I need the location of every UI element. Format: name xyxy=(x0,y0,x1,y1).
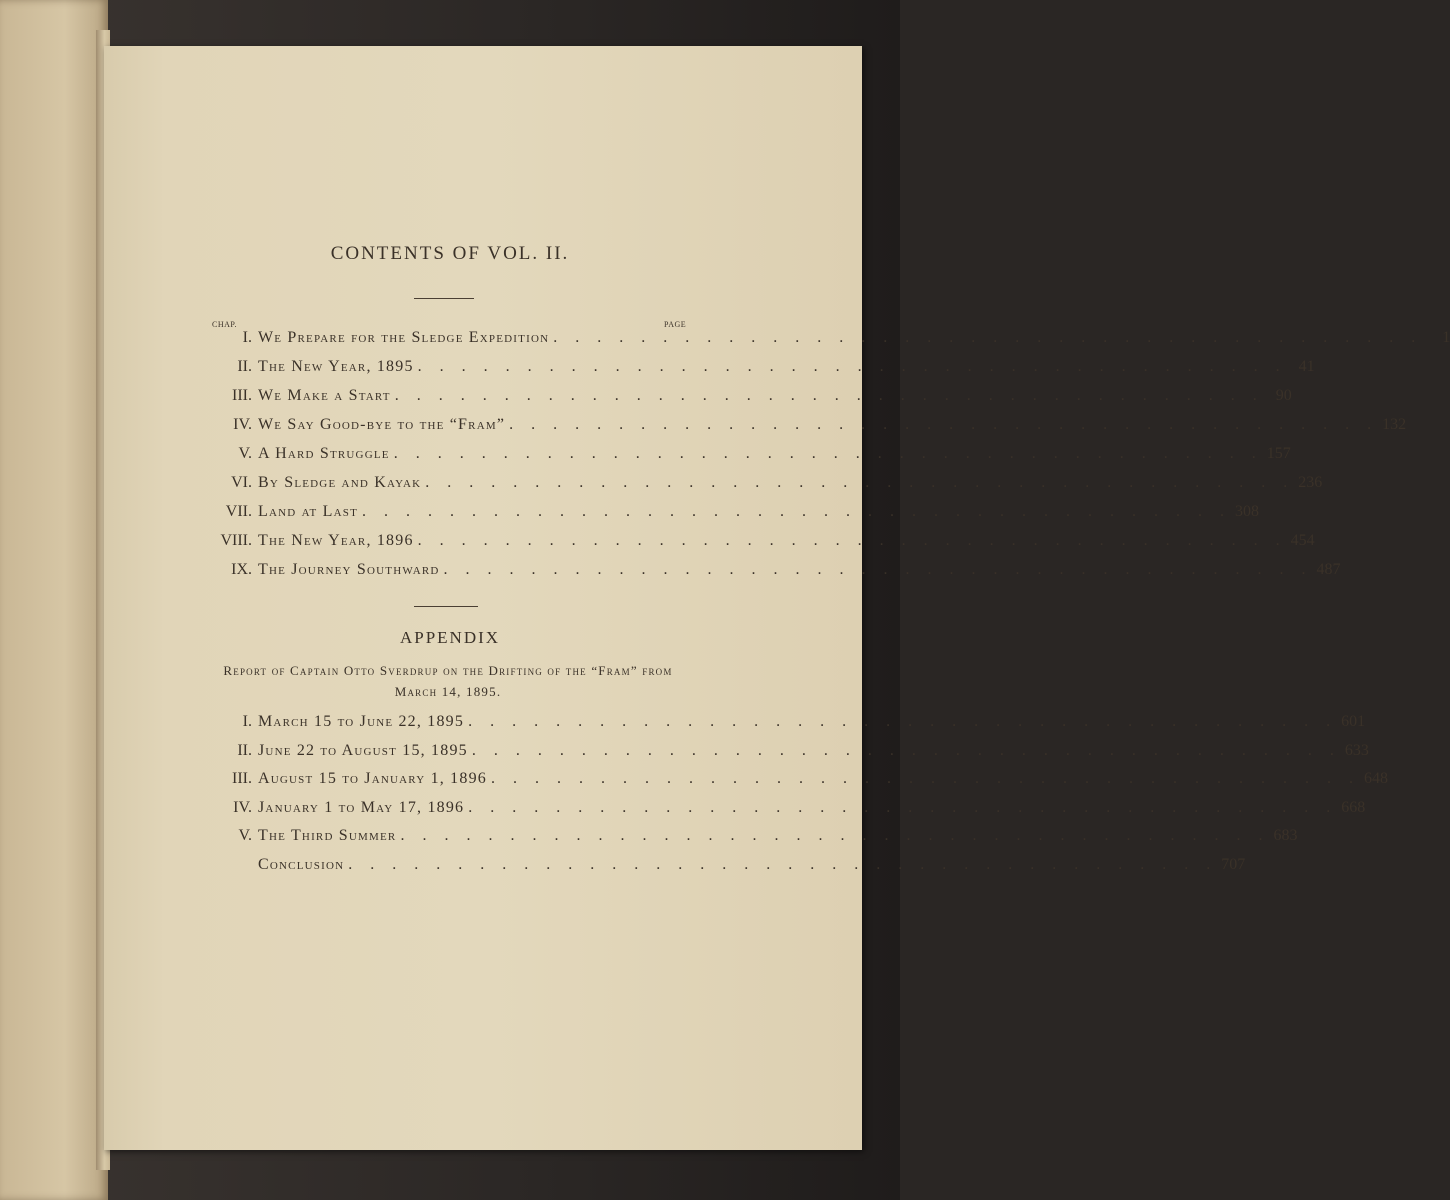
chapter-row xyxy=(150,416,1407,442)
appendix-item-number: II. xyxy=(237,741,252,759)
appendix-item-number: IV. xyxy=(233,798,252,816)
chapter-row xyxy=(150,329,1450,355)
chapter-number: VIII. xyxy=(220,532,252,549)
right-page xyxy=(104,46,862,1150)
chapter-page: 41 xyxy=(1298,358,1315,375)
chapter-number: VII. xyxy=(225,503,252,520)
chapter-title: By Sledge and Kayak xyxy=(258,474,422,491)
appendix-item-row xyxy=(150,855,1246,882)
appendix-item-row xyxy=(150,770,1388,796)
appendix-item-page: 668 xyxy=(1341,798,1366,816)
dot-leader: . . . . . . . . . . . . . . . . . . . . . . . . . . . . . . . . . . . . . . . . xyxy=(348,855,1218,873)
chapter-page: 157 xyxy=(1266,445,1291,462)
dot-leader: . . . . . . . . . . . . . . . . . . . . . . . . . . . . . . . . . . . . . . . . xyxy=(394,387,1264,404)
chapter-page: 1 xyxy=(1442,329,1450,346)
appendix-item-page: 683 xyxy=(1273,827,1298,844)
appendix-item-title: The Third Summer xyxy=(258,827,397,844)
chapter-title: We Make a Start xyxy=(258,387,391,404)
appendix-item-title: January 1 to May 17, 1896 xyxy=(258,798,465,816)
appendix-item-title: Conclusion xyxy=(258,855,345,873)
appendix-item-number: III. xyxy=(232,770,252,787)
dot-leader: . . . . . . . . . . . . . . . . . . . . . . . . . . . . . . . . . . . . . . . . xyxy=(417,532,1287,549)
appendix-item-row xyxy=(150,713,1366,739)
chapter-title: We Prepare for the Sledge Expedition xyxy=(258,329,550,346)
chapter-title: The New Year, 1896 xyxy=(258,532,414,549)
chap-column-label: CHAP. xyxy=(212,320,237,329)
dot-leader: . . . . . . . . . . . . . . . . . . . . . . . . . . . . . . . . . . . . . . . . xyxy=(417,358,1287,375)
page-column-label: PAGE xyxy=(664,320,687,329)
appendix-item-number: I. xyxy=(242,713,252,730)
dot-leader: . . . . . . . . . . . . . . . . . . . . . . . . . . . . . . . . . . . . . . . . xyxy=(509,416,1379,433)
appendix-item-row xyxy=(150,827,1298,853)
appendix-item-page: 648 xyxy=(1363,770,1388,787)
appendix-item-title: June 22 to August 15, 1895 xyxy=(258,741,468,759)
chapter-page: 132 xyxy=(1382,416,1407,433)
chapter-row xyxy=(150,561,1341,587)
chapter-number: IV. xyxy=(233,416,252,433)
dot-leader: . . . . . . . . . . . . . . . . . . . . . . . . . . . . . . . . . . . . . . . . xyxy=(362,503,1232,520)
dot-leader: . . . . . . . . . . . . . . . . . . . . . . . . . . . . . . . . . . . . . . . . xyxy=(468,798,1338,816)
chapter-row xyxy=(150,503,1260,529)
chapter-number: IX. xyxy=(231,561,252,578)
chapter-title: The New Year, 1895 xyxy=(258,358,414,375)
chapter-number: II. xyxy=(237,358,252,375)
chapter-number: I. xyxy=(242,329,252,346)
chapter-row xyxy=(150,358,1315,384)
chapter-row xyxy=(150,474,1323,500)
chapter-page: 487 xyxy=(1316,561,1341,578)
appendix-item-row xyxy=(150,798,1366,825)
chapter-row xyxy=(150,532,1315,558)
chapter-page: 308 xyxy=(1235,503,1260,520)
title-rule xyxy=(414,298,474,299)
dot-leader: . . . . . . . . . . . . . . . . . . . . . . . . . . . . . . . . . . . . . . . . xyxy=(393,445,1263,462)
appendix-item-row xyxy=(150,741,1369,768)
dot-leader: . . . . . . . . . . . . . . . . . . . . . . . . . . . . . . . . . . . . . . . . xyxy=(400,827,1270,844)
chapter-title: A Hard Struggle xyxy=(258,445,390,462)
chapter-number: III. xyxy=(232,387,252,404)
appendix-item-title: August 15 to January 1, 1896 xyxy=(258,770,487,787)
chapter-page: 90 xyxy=(1275,387,1292,404)
dot-leader: . . . . . . . . . . . . . . . . . . . . . . . . . . . . . . . . . . . . . . . . xyxy=(443,561,1313,578)
dot-leader: . . . . . . . . . . . . . . . . . . . . . . . . . . . . . . . . . . . . . . . . xyxy=(468,713,1338,730)
chapter-title: We Say Good-bye to the “Fram” xyxy=(258,416,506,433)
chapter-page: 236 xyxy=(1298,474,1323,491)
appendix-item-page: 633 xyxy=(1344,741,1369,759)
chapter-number: V. xyxy=(238,445,252,462)
chapter-title: The Journey Southward xyxy=(258,561,440,578)
left-page xyxy=(0,0,108,1200)
dot-leader: . . . . . . . . . . . . . . . . . . . . . . . . . . . . . . . . . . . . . . . . xyxy=(425,474,1295,491)
chapter-row xyxy=(150,387,1292,413)
contents-title: CONTENTS OF VOL. II. xyxy=(330,243,570,264)
appendix-item-number: V. xyxy=(238,827,252,844)
chapter-title: Land at Last xyxy=(258,503,359,520)
appendix-item-title: March 15 to June 22, 1895 xyxy=(258,713,465,730)
dot-leader: . . . . . . . . . . . . . . . . . . . . . . . . . . . . . . . . . . . . . . . . xyxy=(553,329,1423,346)
appendix-item-page: 601 xyxy=(1341,713,1366,730)
dot-leader: . . . . . . . . . . . . . . . . . . . . . . . . . . . . . . . . . . . . . . . . xyxy=(490,770,1360,787)
appendix-rule xyxy=(414,606,478,607)
dot-leader: . . . . . . . . . . . . . . . . . . . . . . . . . . . . . . . . . . . . . . . . xyxy=(471,741,1341,759)
appendix-heading: APPENDIX xyxy=(399,628,501,647)
chapter-number: VI. xyxy=(231,474,252,491)
appendix-subtitle: Report of Captain Otto Sverdrup on the Drifting of the “Fram” from March 14, 1895. xyxy=(223,663,673,699)
chapter-page: 454 xyxy=(1290,532,1315,549)
appendix-item-page: 707 xyxy=(1221,855,1246,873)
chapter-row xyxy=(150,445,1291,471)
